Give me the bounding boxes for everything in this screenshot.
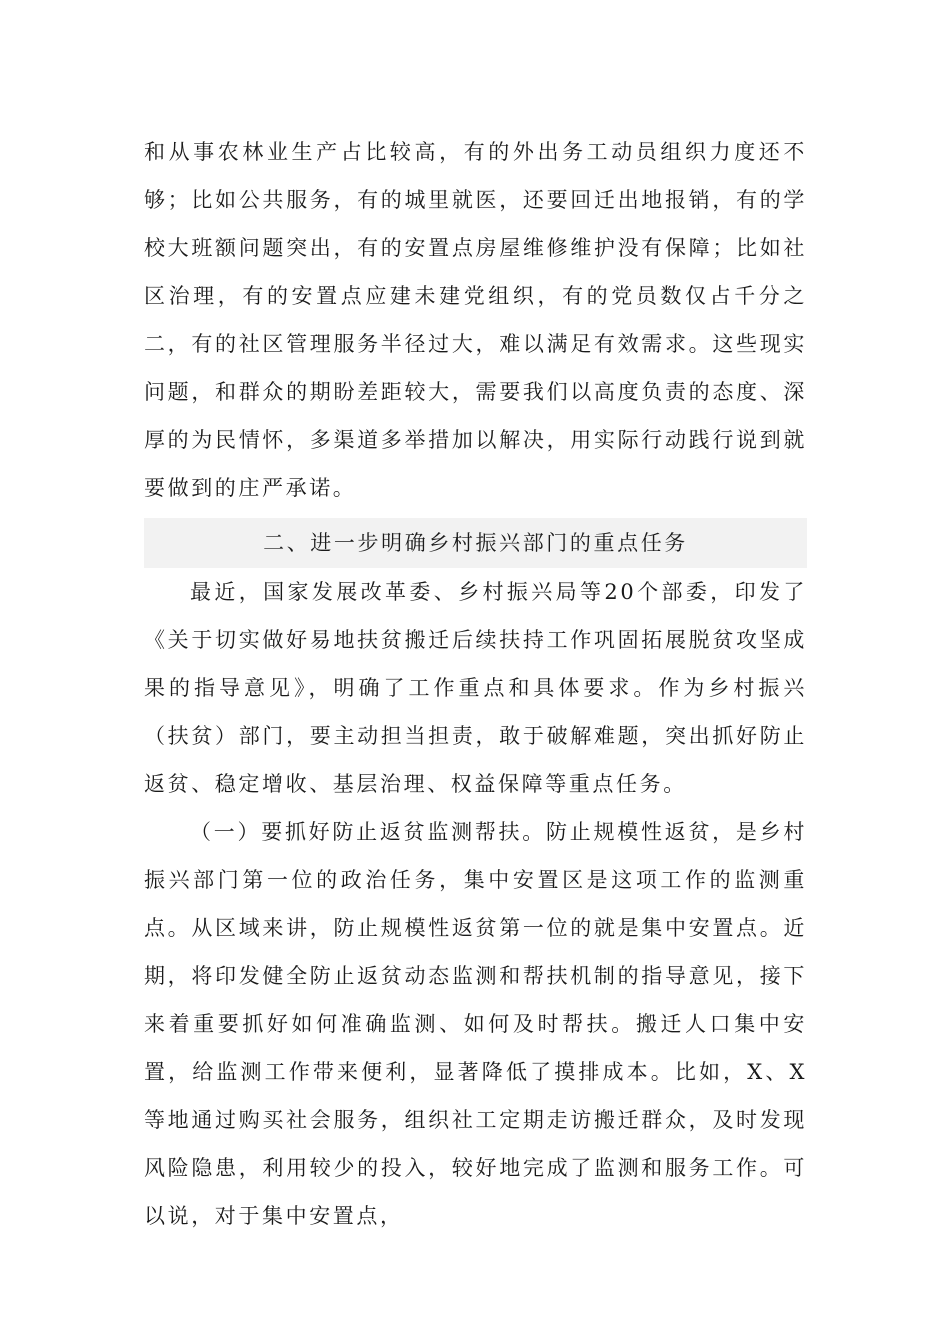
body-paragraph-continued: 和从事农林业生产占比较高，有的外出务工动员组织力度还不够；比如公共服务，有的城里就医，还要回迁出地报销，有的学校大班额问题突出，有的安置点房屋维修维护没有保障；比如社区治理，有的安置点应建未建党组织，有的党员数仅占千分之二，有的社区管理服务半径过大，难以满足有效需求。这些现实问题，和群众的期盼差距较大，需要我们以高度负责的态度、深厚的为民情怀，多渠道多举措加以解决，用实际行动践行说到就要做到的庄严承诺。: [144, 140, 807, 500]
body-paragraph: 最近，国家发展改革委、乡村振兴局等20个部委，印发了《关于切实做好易地扶贫搬迁后续扶持工作巩固拓展脱贫攻坚成果的指导意见》，明确了工作重点和具体要求。作为乡村振兴（扶贫）部门，要主动担当担责，敢于破解难题，突出抓好防止返贫、稳定增收、基层治理、权益保障等重点任务。: [144, 580, 807, 796]
section-heading: 二、进一步明确乡村振兴部门的重点任务: [144, 518, 807, 568]
body-paragraph: （一）要抓好防止返贫监测帮扶。防止规模性返贫，是乡村振兴部门第一位的政治任务，集中安置区是这项工作的监测重点。从区域来讲，防止规模性返贫第一位的就是集中安置点。近期，将印发健全防止返贫动态监测和帮扶机制的指导意见，接下来着重要抓好如何准确监测、如何及时帮扶。搬迁人口集中安置，给监测工作带来便利，显著降低了摸排成本。比如，X、X等地通过购买社会服务，组织社工定期走访搬迁群众，及时发现风险隐患，利用较少的投入，较好地完成了监测和服务工作。可以说，对于集中安置点，: [144, 820, 807, 1228]
document-body: [144, 128, 807, 1240]
